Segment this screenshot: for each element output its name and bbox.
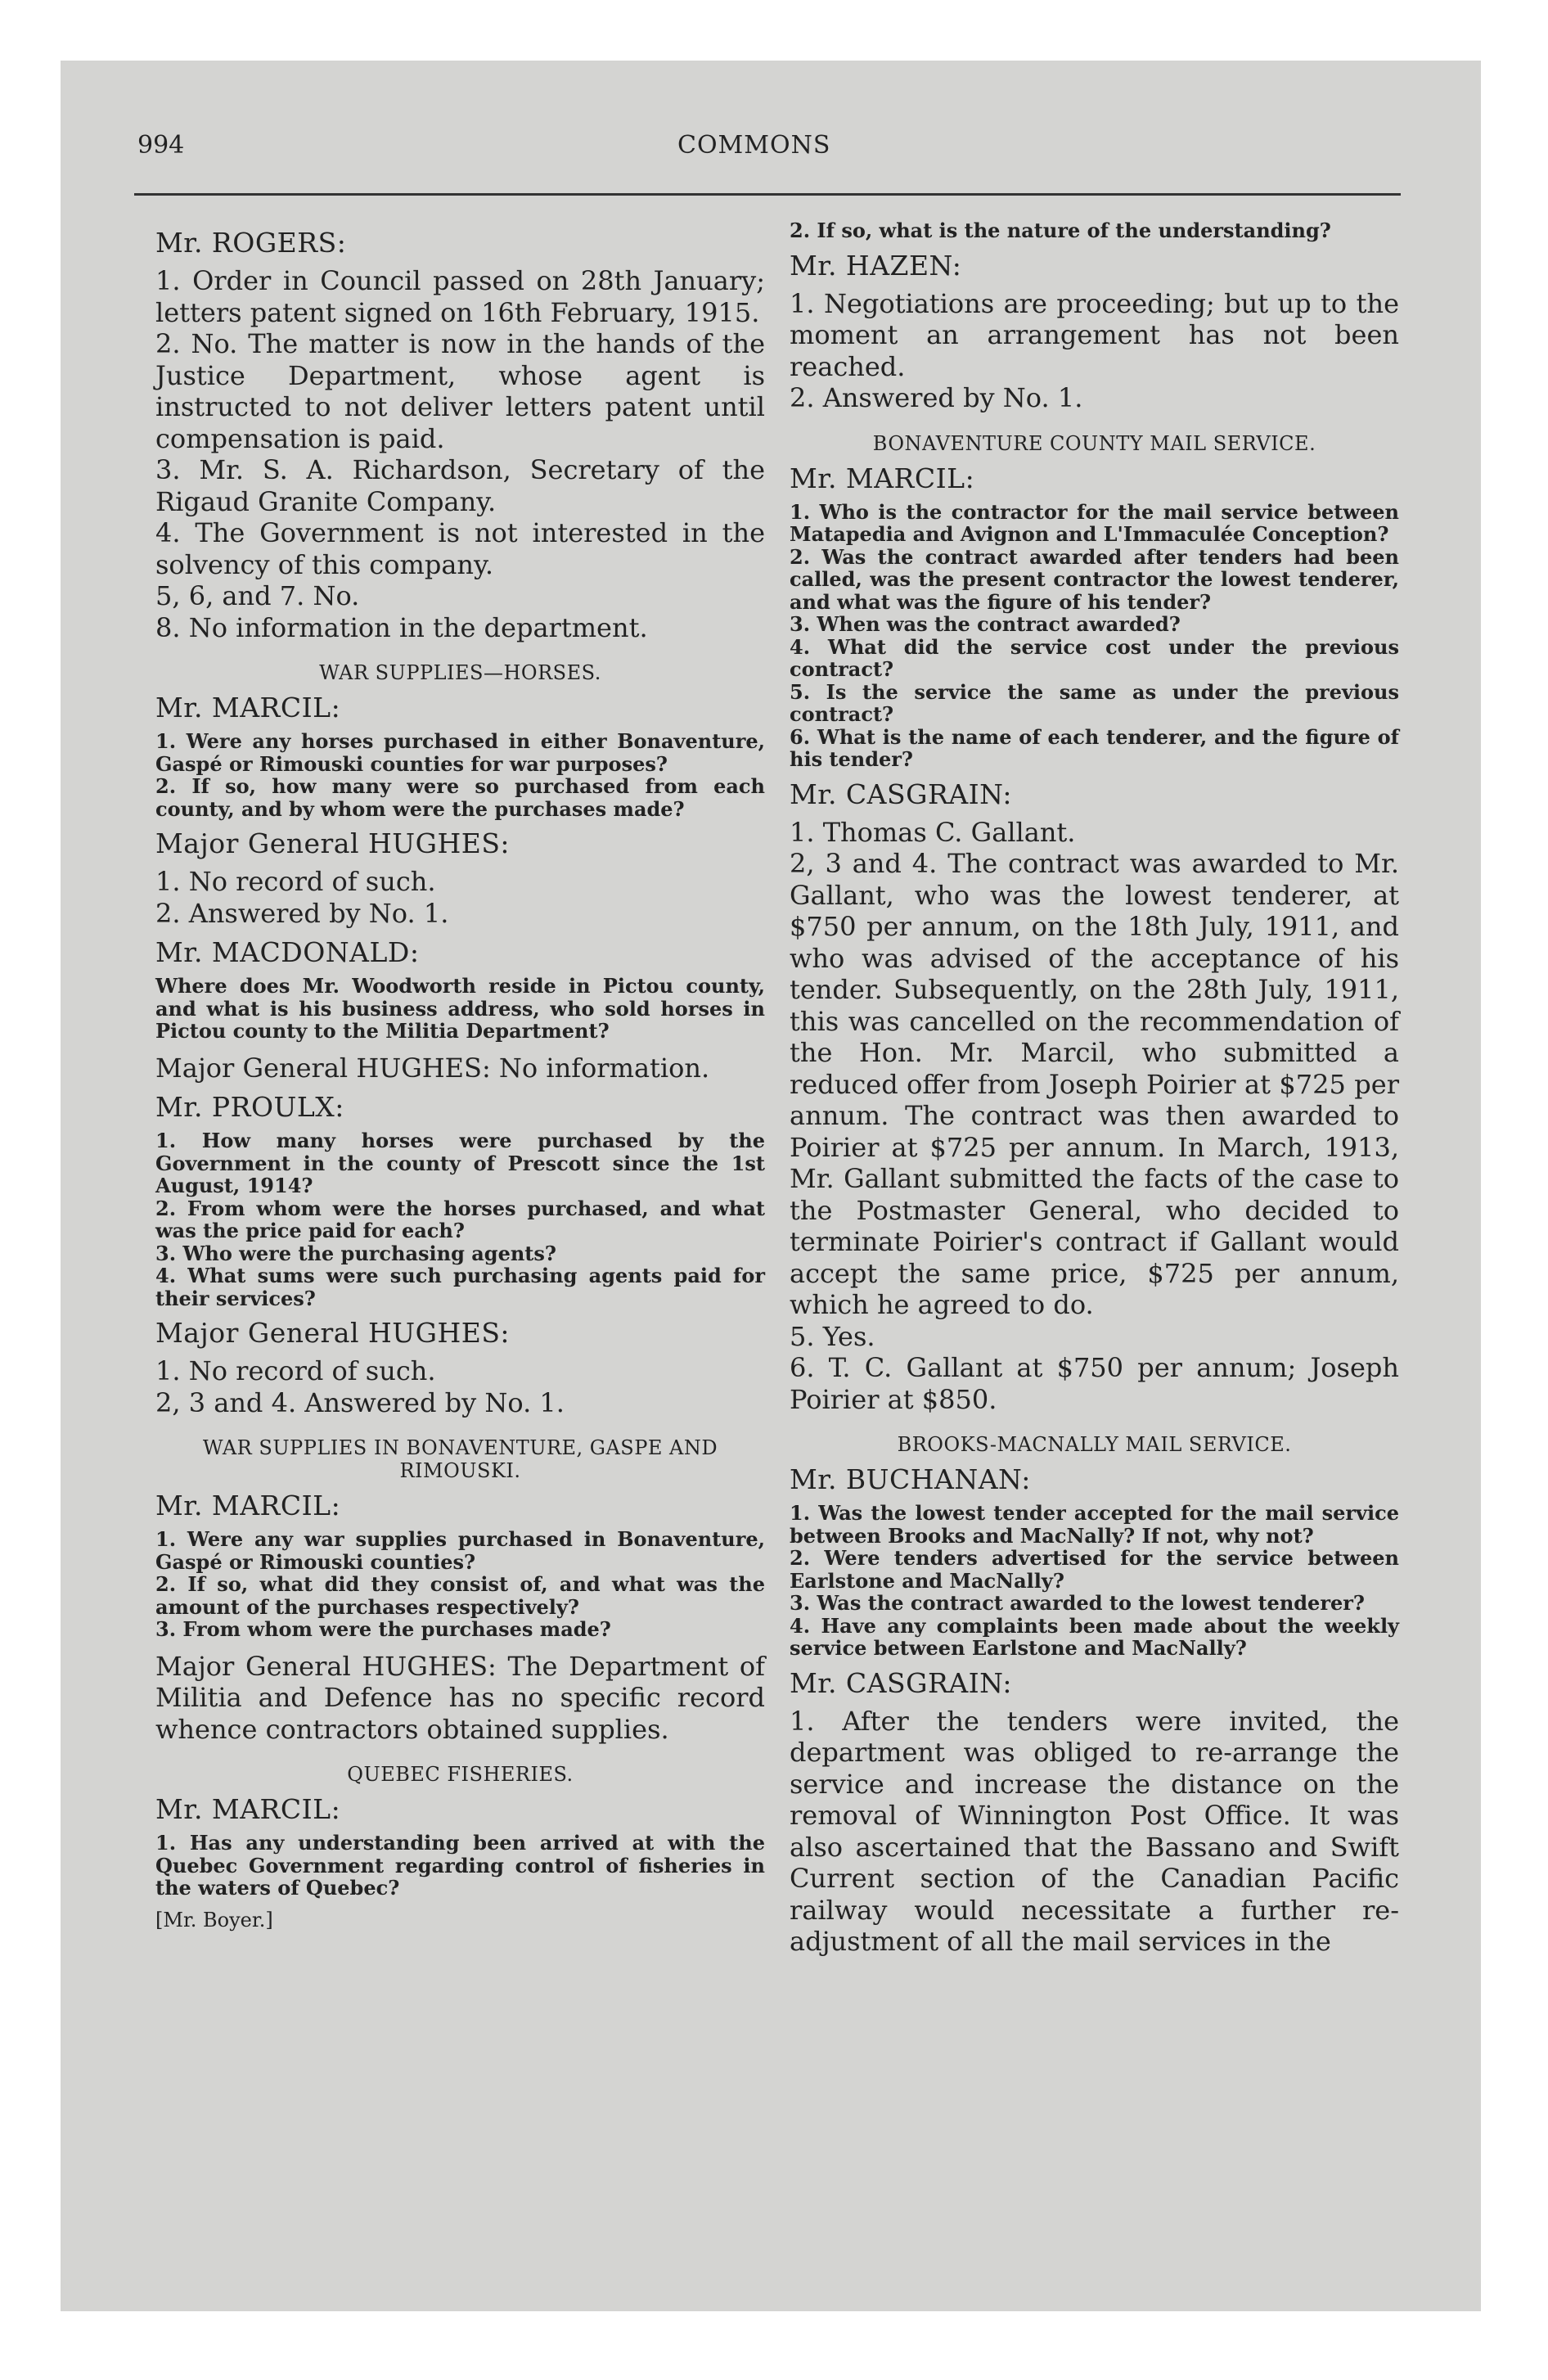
answer-paragraph: 1. Order in Council passed on 28th January; letters patent signed on 16th February, 1915. xyxy=(155,265,765,328)
answer-paragraph: 2, 3 and 4. Answered by No. 1. xyxy=(155,1386,565,1418)
speaker: Mr. MACDONALD: xyxy=(155,936,420,968)
page-header xyxy=(137,131,1397,180)
question: 1. Was the lowest tender accepted for the mail service between Brooks and MacNally? If not, why not? xyxy=(790,1501,1399,1548)
running-head: COMMONS xyxy=(677,131,831,160)
answer-paragraph: 5. Yes. xyxy=(790,1320,875,1352)
speaker: Major General HUGHES: xyxy=(155,827,511,859)
answer-paragraph: 4. The Government is not interested in the solvency of this company. xyxy=(155,517,765,580)
reporter-reference: [Mr. Boyer.] xyxy=(155,1908,273,1931)
question: 5. Is the service the same as under the previous contract? xyxy=(790,679,1399,726)
question: 3. Who were the purchasing agents? xyxy=(155,1241,556,1265)
section-heading: WAR SUPPLIES—HORSES. xyxy=(319,661,601,684)
answer-paragraph: 5, 6, and 7. No. xyxy=(155,580,360,611)
question: 3. When was the contract awarded? xyxy=(790,612,1181,636)
answer-paragraph: 1. After the tenders were invited, the department was obliged to re-arrange the service and increase the distance on the removal of Winnington Post Office. It was also ascertained that the Bassano and Swift Current section of the Canadian Pacific railway would necessitate a further re-adjustment of all the mail services in the xyxy=(790,1705,1399,1957)
answer-paragraph: 2. Answered by No. 1. xyxy=(155,897,449,929)
question: 2. If so, how many were so purchased from each county, and by whom were the purchases made? xyxy=(155,774,765,821)
answer-paragraph: 6. T. C. Gallant at $750 per annum; Joseph Poirier at $850. xyxy=(790,1352,1399,1415)
question: 4. Have any complaints been made about the weekly service between Earlstone and MacNally? xyxy=(790,1613,1399,1660)
section-heading: WAR SUPPLIES IN BONAVENTURE, GASPE AND RIMOUSKI. xyxy=(202,1436,718,1482)
speaker: Mr. MARCIL: xyxy=(155,692,341,723)
question: 1. How many horses were purchased by the Government in the county of Prescott since the 1st August, 1914? xyxy=(155,1129,765,1197)
answer-paragraph: 1. Negotiations are proceeding; but up to the moment an arrangement has not been reached. xyxy=(790,287,1399,382)
speaker: Major General HUGHES: xyxy=(155,1317,511,1349)
section-heading: BROOKS-MACNALLY MAIL SERVICE. xyxy=(897,1433,1292,1456)
answer-paragraph: 3. Mr. S. A. Richardson, Secretary of the Rigaud Granite Company. xyxy=(155,454,765,517)
question: 1. Who is the contractor for the mail service between Matapedia and Avignon and L'Immaculée Conception? xyxy=(790,499,1399,546)
speaker: Mr. MARCIL: xyxy=(155,1490,341,1521)
question: 1. Were any war supplies purchased in Bonaventure, Gaspé or Rimouski counties? xyxy=(155,1527,765,1574)
question: Where does Mr. Woodworth reside in Pictou county, and what is his business address, who sold horses in Pictou county to the Militia Department? xyxy=(155,974,765,1043)
speaker: Mr. CASGRAIN: xyxy=(790,778,1012,810)
speaker: Mr. MARCIL: xyxy=(155,1793,341,1825)
answer-paragraph: 2. No. The matter is now in the hands of the Justice Department, whose agent is instructed to not deliver letters patent until compensation is paid. xyxy=(155,328,765,454)
speaker: Mr. ROGERS: xyxy=(155,227,347,259)
page-number: 994 xyxy=(137,131,185,160)
question: 4. What sums were such purchasing agents paid for their services? xyxy=(155,1264,765,1310)
header-rule xyxy=(134,193,1401,196)
question: 2. If so, what did they consist of, and what was the amount of the purchases respectively? xyxy=(155,1572,765,1619)
answer-paragraph: 1. No record of such. xyxy=(155,1355,436,1386)
answer-paragraph: Major General HUGHES: No information. xyxy=(155,1052,710,1084)
right-column xyxy=(790,219,1399,1958)
speaker: Mr. MARCIL: xyxy=(790,462,975,494)
section-heading: QUEBEC FISHERIES. xyxy=(347,1763,574,1786)
question: 6. What is the name of each tenderer, and the figure of his tender? xyxy=(790,724,1399,771)
question: 2. Were tenders advertised for the service between Earlstone and MacNally? xyxy=(790,1546,1399,1593)
answer-paragraph: 1. Thomas C. Gallant. xyxy=(790,816,1076,848)
speaker: Mr. HAZEN: xyxy=(790,249,962,282)
answer-paragraph: 2. Answered by No. 1. xyxy=(790,382,1083,413)
section-heading: BONAVENTURE COUNTY MAIL SERVICE. xyxy=(872,431,1316,455)
speaker: Mr. PROULX: xyxy=(155,1091,344,1123)
question: 2. Was the contract awarded after tenders had been called, was the present contractor the lowest tenderer, and what was the figure of his tender? xyxy=(790,544,1399,614)
question: 1. Were any horses purchased in either Bonaventure, Gaspé or Rimouski counties for war purposes? xyxy=(155,729,765,776)
question: 1. Has any understanding been arrived at with the Quebec Government regarding control of fisheries in the waters of Quebec? xyxy=(155,1831,765,1900)
question: 4. What did the service cost under the previous contract? xyxy=(790,634,1399,681)
question: 2. If so, what is the nature of the understanding? xyxy=(790,219,1331,242)
speaker: Mr. CASGRAIN: xyxy=(790,1666,1012,1699)
answer-paragraph: 2, 3 and 4. The contract was awarded to Mr. Gallant, who was the lowest tenderer, at $750 per annum, on the 18th July, 1911, and who was advised of the acceptance of his tender. Subsequently, on the 28th July, 1911, this was cancelled on the recommendation of the Hon. Mr. Marcil, who submitted a reduced offer from Joseph Poirier at $725 per annum. The contract was then awarded to Poirier at $725 per annum. In March, 1913, Mr. Gallant submitted the facts of the case to the Postmaster General, who decided to terminate Poirier's contract if Gallant would accept the same price, $725 per annum, which he agreed to do. xyxy=(790,848,1399,1320)
answer-paragraph: 8. No information in the department. xyxy=(155,611,648,643)
left-column xyxy=(155,219,765,1932)
question: 3. From whom were the purchases made? xyxy=(155,1617,611,1641)
question: 3. Was the contract awarded to the lowest tenderer? xyxy=(790,1591,1365,1615)
answer-paragraph: 1. No record of such. xyxy=(155,866,436,897)
answer-paragraph: Major General HUGHES: The Department of Militia and Defence has no specific record whence contractors obtained supplies. xyxy=(155,1650,765,1745)
question: 2. From whom were the horses purchased, and what was the price paid for each? xyxy=(155,1196,765,1242)
speaker: Mr. BUCHANAN: xyxy=(790,1463,1031,1495)
